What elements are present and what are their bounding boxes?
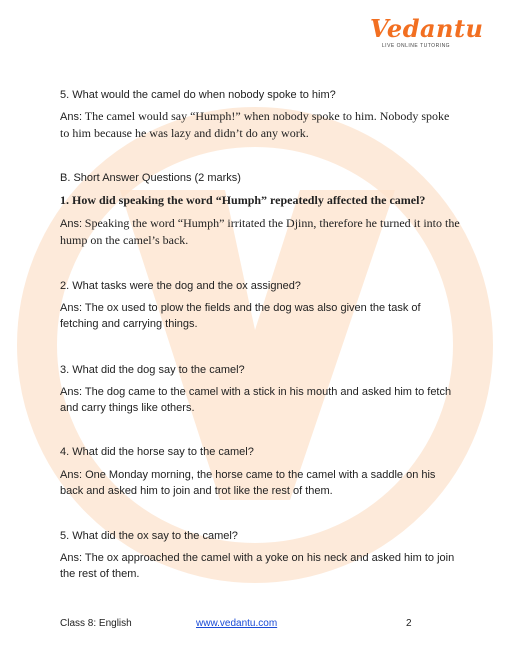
answer-label: Ans: xyxy=(60,218,83,230)
question-b3: 3. What did the dog say to the camel? xyxy=(60,364,245,376)
question-b4: 4. What did the horse say to the camel? xyxy=(60,446,254,458)
question-b1: 1. How did speaking the word “Humph” repeatedly affected the camel? xyxy=(60,193,426,207)
answer-b1 xyxy=(60,215,460,249)
logo-tagline: LIVE ONLINE TUTORING xyxy=(381,43,451,49)
answer-5 xyxy=(60,108,460,142)
page-number: 2 xyxy=(406,618,412,629)
footer-class: Class 8: English xyxy=(60,618,132,629)
section-b-heading: B. Short Answer Questions (2 marks) xyxy=(60,172,241,184)
answer-b5: Ans: The ox approached the camel with a yoke on his neck and asked him to join the rest of them. xyxy=(60,552,455,580)
answer-label: Ans: xyxy=(60,111,83,123)
question-b5: 5. What did the ox say to the camel? xyxy=(60,530,238,542)
vedantu-logo[interactable] xyxy=(370,14,484,49)
answer-text: The camel would say “Humph!” when nobody spoke to him. Nobody spoke to him because he was lazy and didn’t do any work. xyxy=(60,109,450,140)
answer-b4: Ans: One Monday morning, the horse came to the camel with a saddle on his back and asked him to join and trot like the rest of them. xyxy=(60,469,436,497)
logo-wordmark: Vedantu xyxy=(370,14,484,43)
question-5: 5. What would the camel do when nobody spoke to him? xyxy=(60,89,336,101)
footer-link[interactable]: www.vedantu.com xyxy=(196,618,278,629)
answer-text: Speaking the word “Humph” irritated the Djinn, therefore he turned it into the hump on the camel’s back. xyxy=(60,216,460,247)
question-b2: 2. What tasks were the dog and the ox assigned? xyxy=(60,280,301,292)
answer-b3: Ans: The dog came to the camel with a stick in his mouth and asked him to fetch and carry things like others. xyxy=(60,386,452,414)
answer-b2: Ans: The ox used to plow the fields and the dog was also given the task of fetching and carrying things. xyxy=(60,302,421,330)
